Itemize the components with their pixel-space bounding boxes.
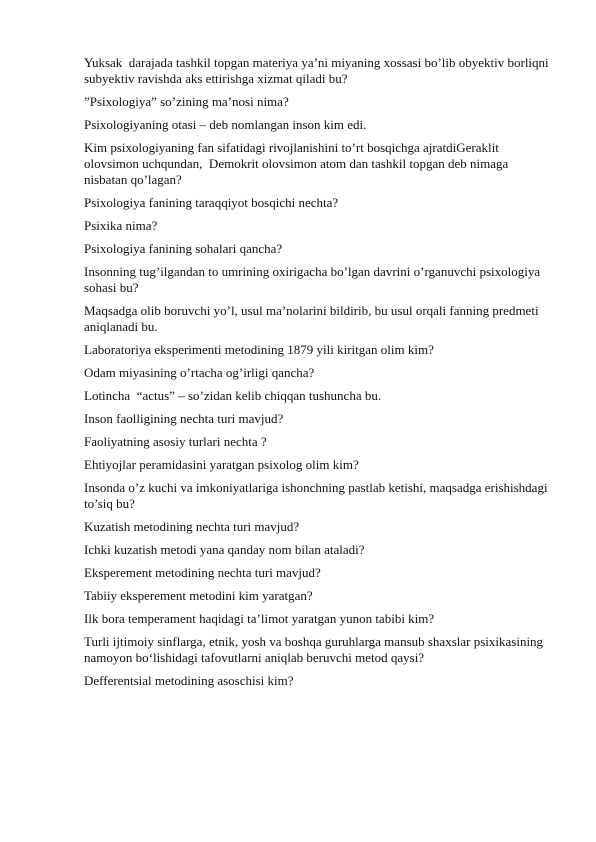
question-item: Ichki kuzatish metodi yana qanday nom bilan ataladi? — [84, 542, 365, 557]
question-item: Maqsadga olib boruvchi yo’l, usul ma’nolarini bildirib, bu usul orqali fanning predmeti aniqlanadi bu. — [84, 303, 542, 334]
question-item: Eksperement metodining nechta turi mavjud? — [84, 565, 321, 580]
question-item: Laboratoriya eksperimenti metodining 1879 yili kiritgan olim kim? — [84, 342, 434, 357]
question-item: Psixologiyaning otasi – deb nomlangan inson kim edi. — [84, 117, 367, 132]
question-item: Insonda o’z kuchi va imkoniyatlariga ishonchning pastlab ketishi, maqsadga erishishdagi to’siq bu? — [84, 480, 551, 511]
question-item: Kuzatish metodining nechta turi mavjud? — [84, 519, 300, 534]
question-item: Insonning tug’ilgandan to umrining oxirigacha bo’lgan davrini o’rganuvchi psixologiya sohasi bu? — [84, 264, 544, 295]
question-item: Yuksak darajada tashkil topgan materiya ya’ni miyaning xossasi bo’lib obyektiv borliqni subyektiv ravishda aks ettirishga xizmat qiladi bu? — [84, 55, 552, 86]
question-item: ”Psixologiya” so’zining ma’nosi nima? — [84, 94, 289, 109]
question-item: Tabiiy eksperement metodini kim yaratgan? — [84, 588, 313, 603]
question-list — [84, 55, 554, 696]
question-item: Psixologiya fanining taraqqiyot bosqichi nechta? — [84, 195, 339, 210]
question-item: Turli ijtimoiy sinflarga, etnik, yosh va boshqa guruhlarga mansub shaxslar psixikasining namoyon bo‘lishidagi tafovutlarni aniqlab beruvchi metod qaysi? — [84, 634, 547, 665]
question-item: Kim psixologiyaning fan sifatidagi rivojlanishini to’rt bosqichga ajratdiGeraklit olovsimon uchqundan, Demokrit olovsimon atom dan tashkil topgan deb nimaga nisbatan qo’lagan? — [84, 140, 512, 187]
question-item: Odam miyasining o’rtacha og’irligi qancha? — [84, 365, 315, 380]
question-item: Ehtiyojlar peramidasini yaratgan psixolog olim kim? — [84, 457, 359, 472]
question-item: Defferentsial metodining asoschisi kim? — [84, 673, 294, 688]
question-item: Inson faolligining nechta turi mavjud? — [84, 411, 284, 426]
question-item: Faoliyatning asosiy turlari nechta ? — [84, 434, 267, 449]
question-item: Psixika nima? — [84, 218, 158, 233]
question-item: Ilk bora temperament haqidagi ta’limot yaratgan yunon tabibi kim? — [84, 611, 435, 626]
question-item: Psixologiya fanining sohalari qancha? — [84, 241, 283, 256]
question-item: Lotincha “actus” – so’zidan kelib chiqqan tushuncha bu. — [84, 388, 382, 403]
